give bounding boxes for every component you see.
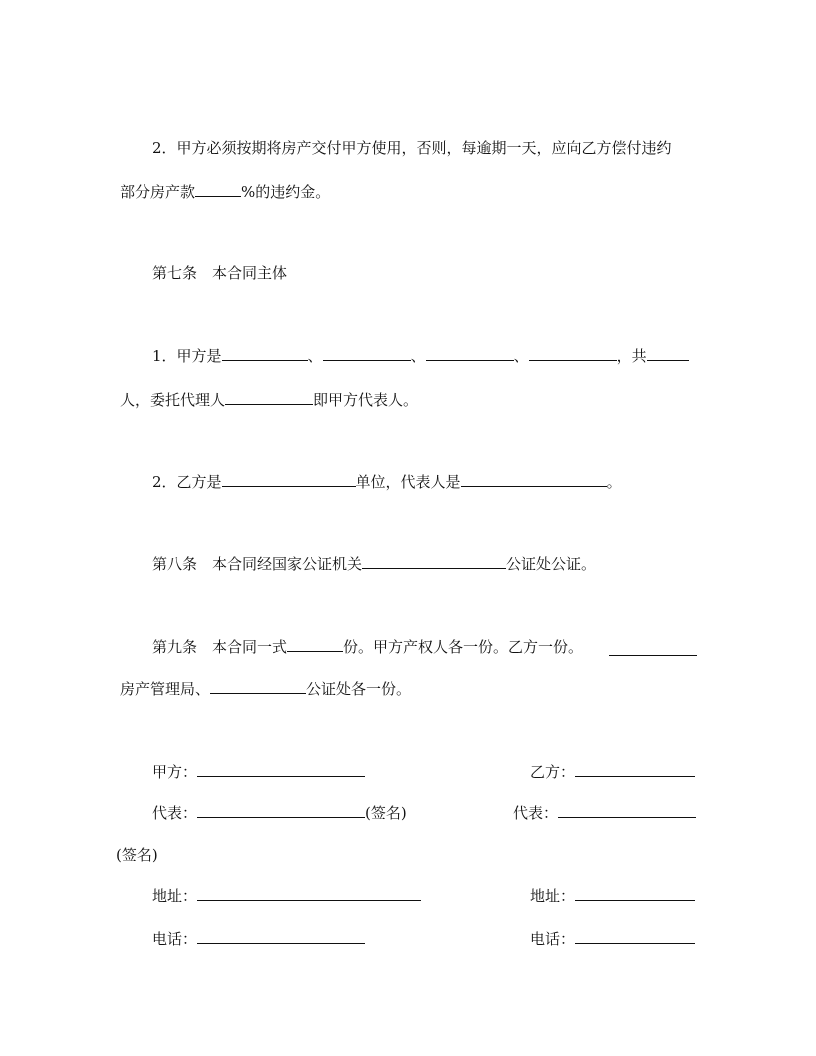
party-a-blank [197, 762, 365, 777]
housing-bureau-blank [210, 679, 306, 694]
party-a-count-blank [647, 346, 689, 361]
party-b-signature [530, 762, 695, 782]
clause6-item2-line2 [120, 182, 330, 202]
penalty-percent-blank [195, 182, 241, 197]
clause6-item2-line2-prefix: 部分房产款 [120, 183, 196, 201]
party-b-unit-blank [222, 472, 356, 487]
clause7-item2-middle: 单位，代表人是 [355, 473, 461, 491]
party-a-name-blank-1 [222, 346, 308, 361]
agent-name-blank [225, 390, 313, 405]
party-a-signature [152, 762, 365, 782]
clause9-line2-suffix: 公证处各一份。 [306, 680, 412, 698]
notary-office-blank [362, 554, 506, 569]
clause7-item1-prefix: 1．甲方是 [152, 347, 222, 365]
party-b-rep-blank [558, 803, 696, 818]
party-a-name-blank-3 [426, 346, 514, 361]
clause7-item1-line2 [120, 390, 418, 410]
sign-note-a: (签名) [365, 804, 407, 822]
separator-1: 、 [307, 347, 323, 365]
party-b-phone [530, 929, 695, 949]
total-prefix: ，共 [616, 347, 647, 365]
clause9-trailing-blank [609, 641, 697, 656]
clause9-middle: 份。甲方产权人各一份。乙方一份。 [343, 638, 584, 656]
clause8-suffix: 公证处公证。 [506, 555, 597, 573]
clause8 [152, 554, 596, 574]
party-a-address-blank [197, 886, 421, 901]
clause7-heading: 第七条 本合同主体 [152, 264, 288, 282]
clause7-item1-line2-prefix: 人，委托代理人 [120, 391, 226, 409]
party-a-rep-blank [197, 803, 365, 818]
party-b-phone-blank [575, 929, 695, 944]
party-a-phone [152, 929, 365, 949]
party-a-name-blank-2 [323, 346, 411, 361]
address-label-a: 地址： [152, 887, 198, 905]
party-b-rep [513, 803, 696, 823]
phone-label-b: 电话： [530, 930, 576, 948]
clause6-item2-line1: 2．甲方必须按期将房产交付甲方使用，否则，每逾期一天，应向乙方偿付违约 [152, 139, 672, 157]
copies-count-blank [287, 637, 343, 652]
party-a-label: 甲方： [152, 763, 198, 781]
party-a-phone-blank [197, 929, 365, 944]
separator-2: 、 [410, 347, 426, 365]
party-b-blank [575, 762, 695, 777]
rep-label-b: 代表： [513, 804, 559, 822]
clause9-line1 [152, 637, 583, 657]
clause7-item2-prefix: 2．乙方是 [152, 473, 222, 491]
clause9-prefix: 第九条 本合同一式 [152, 638, 288, 656]
party-b-label: 乙方： [530, 763, 576, 781]
party-a-rep [152, 803, 407, 823]
clause7-item1-line1 [152, 346, 689, 366]
party-b-rep-blank [461, 472, 607, 487]
party-b-address [530, 886, 695, 906]
clause8-prefix: 第八条 本合同经国家公证机关 [152, 555, 363, 573]
party-a-name-blank-4 [529, 346, 617, 361]
sign-note-b: (签名) [116, 846, 158, 864]
address-label-b: 地址： [530, 887, 576, 905]
clause7-item2-suffix: 。 [606, 473, 622, 491]
phone-label-a: 电话： [152, 930, 198, 948]
clause6-item2-line2-suffix: %的违约金。 [241, 183, 331, 201]
clause7-item1-line2-suffix: 即甲方代表人。 [313, 391, 419, 409]
clause9-line2-prefix: 房产管理局、 [120, 680, 211, 698]
clause7-item2 [152, 472, 622, 492]
clause9-line2 [120, 679, 411, 699]
rep-label-a: 代表： [152, 804, 198, 822]
separator-3: 、 [513, 347, 529, 365]
party-b-address-blank [575, 886, 695, 901]
party-a-address [152, 886, 421, 906]
